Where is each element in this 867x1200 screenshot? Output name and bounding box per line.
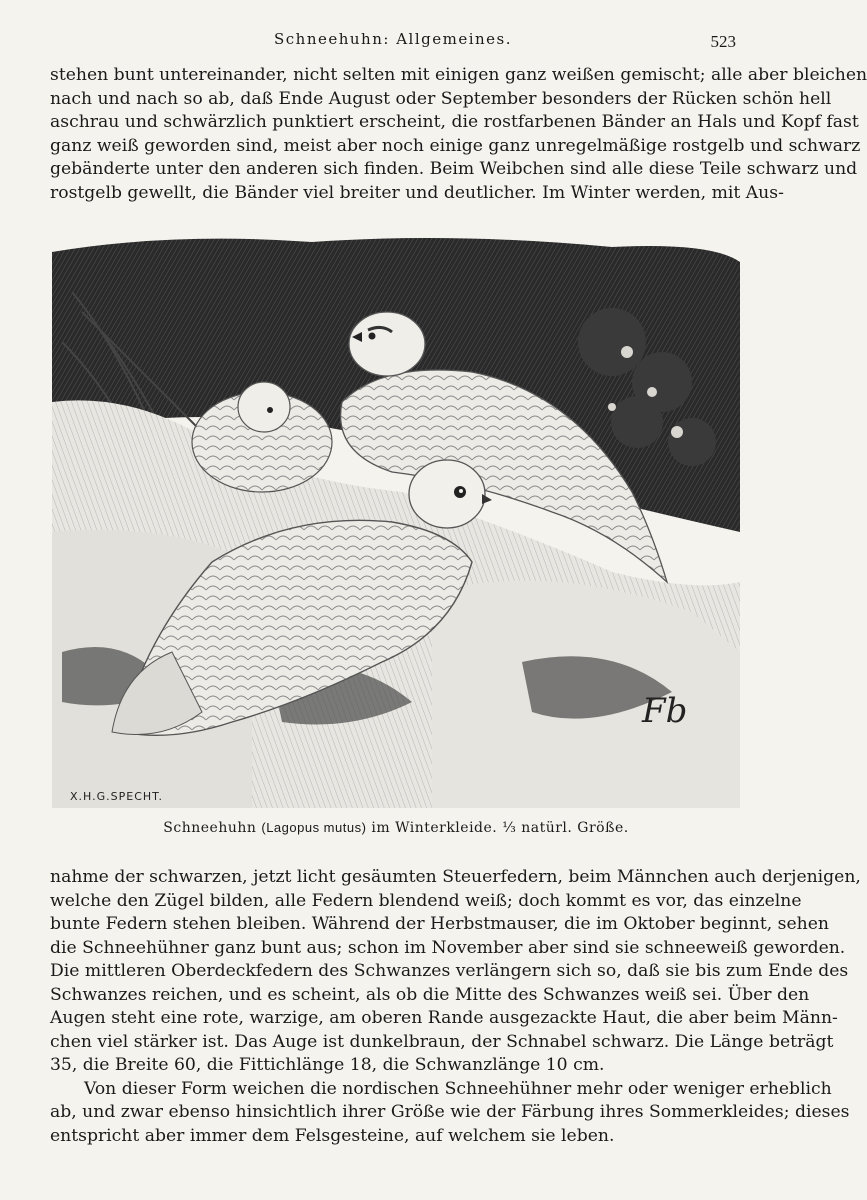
caption-prefix: Schneehuhn xyxy=(163,820,257,836)
text-line: aschrau und schwärzlich punktiert erscheint, die rostfarbenen Bänder an Hals und Kopf fast xyxy=(50,112,859,132)
bottom-text xyxy=(50,866,861,1148)
caption-latin-name: (Lagopus mutus) xyxy=(261,820,367,835)
page-number: 523 xyxy=(710,32,736,51)
text-line: chen viel stärker ist. Das Auge ist dunkelbraun, der Schnabel schwarz. Die Länge beträgt xyxy=(50,1031,834,1052)
caption-scale: ⅓ natürl. Größe. xyxy=(502,820,629,836)
text-line: bunte Federn stehen bleiben. Während der Herbstmauser, die im Oktober beginnt, sehen xyxy=(50,914,829,934)
text-line: entspricht aber immer dem Felsgesteine, auf welchem sie leben. xyxy=(50,1125,615,1146)
text-line: Augen steht eine rote, warzige, am oberen Rande ausgezackte Haut, die aber beim Männ- xyxy=(50,1008,838,1028)
artist-monogram: Fb xyxy=(642,691,688,731)
engraver-signature: X.H.G.SPECHT. xyxy=(70,790,164,803)
text-line: stehen bunt untereinander, nicht selten mit einigen ganz weißen gemischt; alle aber bleichen xyxy=(50,65,867,85)
text-line: 35, die Breite 60, die Fittichlänge 18, die Schwanzlänge 10 cm. xyxy=(50,1055,605,1075)
text-line: Von dieser Form weichen die nordischen Schneehühner mehr oder weniger erheblich xyxy=(84,1078,832,1099)
engraving-illustration xyxy=(52,232,740,808)
text-line: ganz weiß geworden sind, meist aber noch einige ganz unregelmäßige rostgelb und schwarz xyxy=(50,135,861,156)
ptarmigan-engraving xyxy=(52,232,740,808)
text-line: gebänderte unter den anderen sich finden. Beim Weibchen sind alle diese Teile schwarz und xyxy=(50,159,858,179)
text-line: nahme der schwarzen, jetzt licht gesäumten Steuerfedern, beim Männchen auch derjenigen, xyxy=(50,867,861,887)
text-line: nach und nach so ab, daß Ende August oder September besonders der Rücken schön hell xyxy=(50,88,832,109)
text-line: rostgelb gewellt, die Bänder viel breiter und deutlicher. Im Winter werden, mit Aus- xyxy=(50,182,784,203)
figure-caption xyxy=(52,820,740,836)
page-header xyxy=(50,28,736,52)
text-line: Die mittleren Oberdeckfedern des Schwanzes verlängern sich so, daß sie bis zum Ende des xyxy=(50,961,849,981)
text-line: Schwanzes reichen, und es scheint, als ob die Mitte des Schwanzes weiß sei. Über den xyxy=(50,984,810,1005)
top-paragraph xyxy=(50,64,867,205)
running-head: Schneehuhn: Allgemeines. xyxy=(273,30,513,48)
text-line: welche den Zügel bilden, alle Federn blendend weiß; doch kommt es vor, das einzelne xyxy=(50,890,802,911)
text-line: die Schneehühner ganz bunt aus; schon im November aber sind sie schneeweiß geworden. xyxy=(50,937,846,958)
caption-suffix: im Winterkleide. xyxy=(371,820,498,836)
text-line: ab, und zwar ebenso hinsichtlich ihrer Größe wie der Färbung ihres Sommerkleides; dieses xyxy=(50,1102,850,1122)
